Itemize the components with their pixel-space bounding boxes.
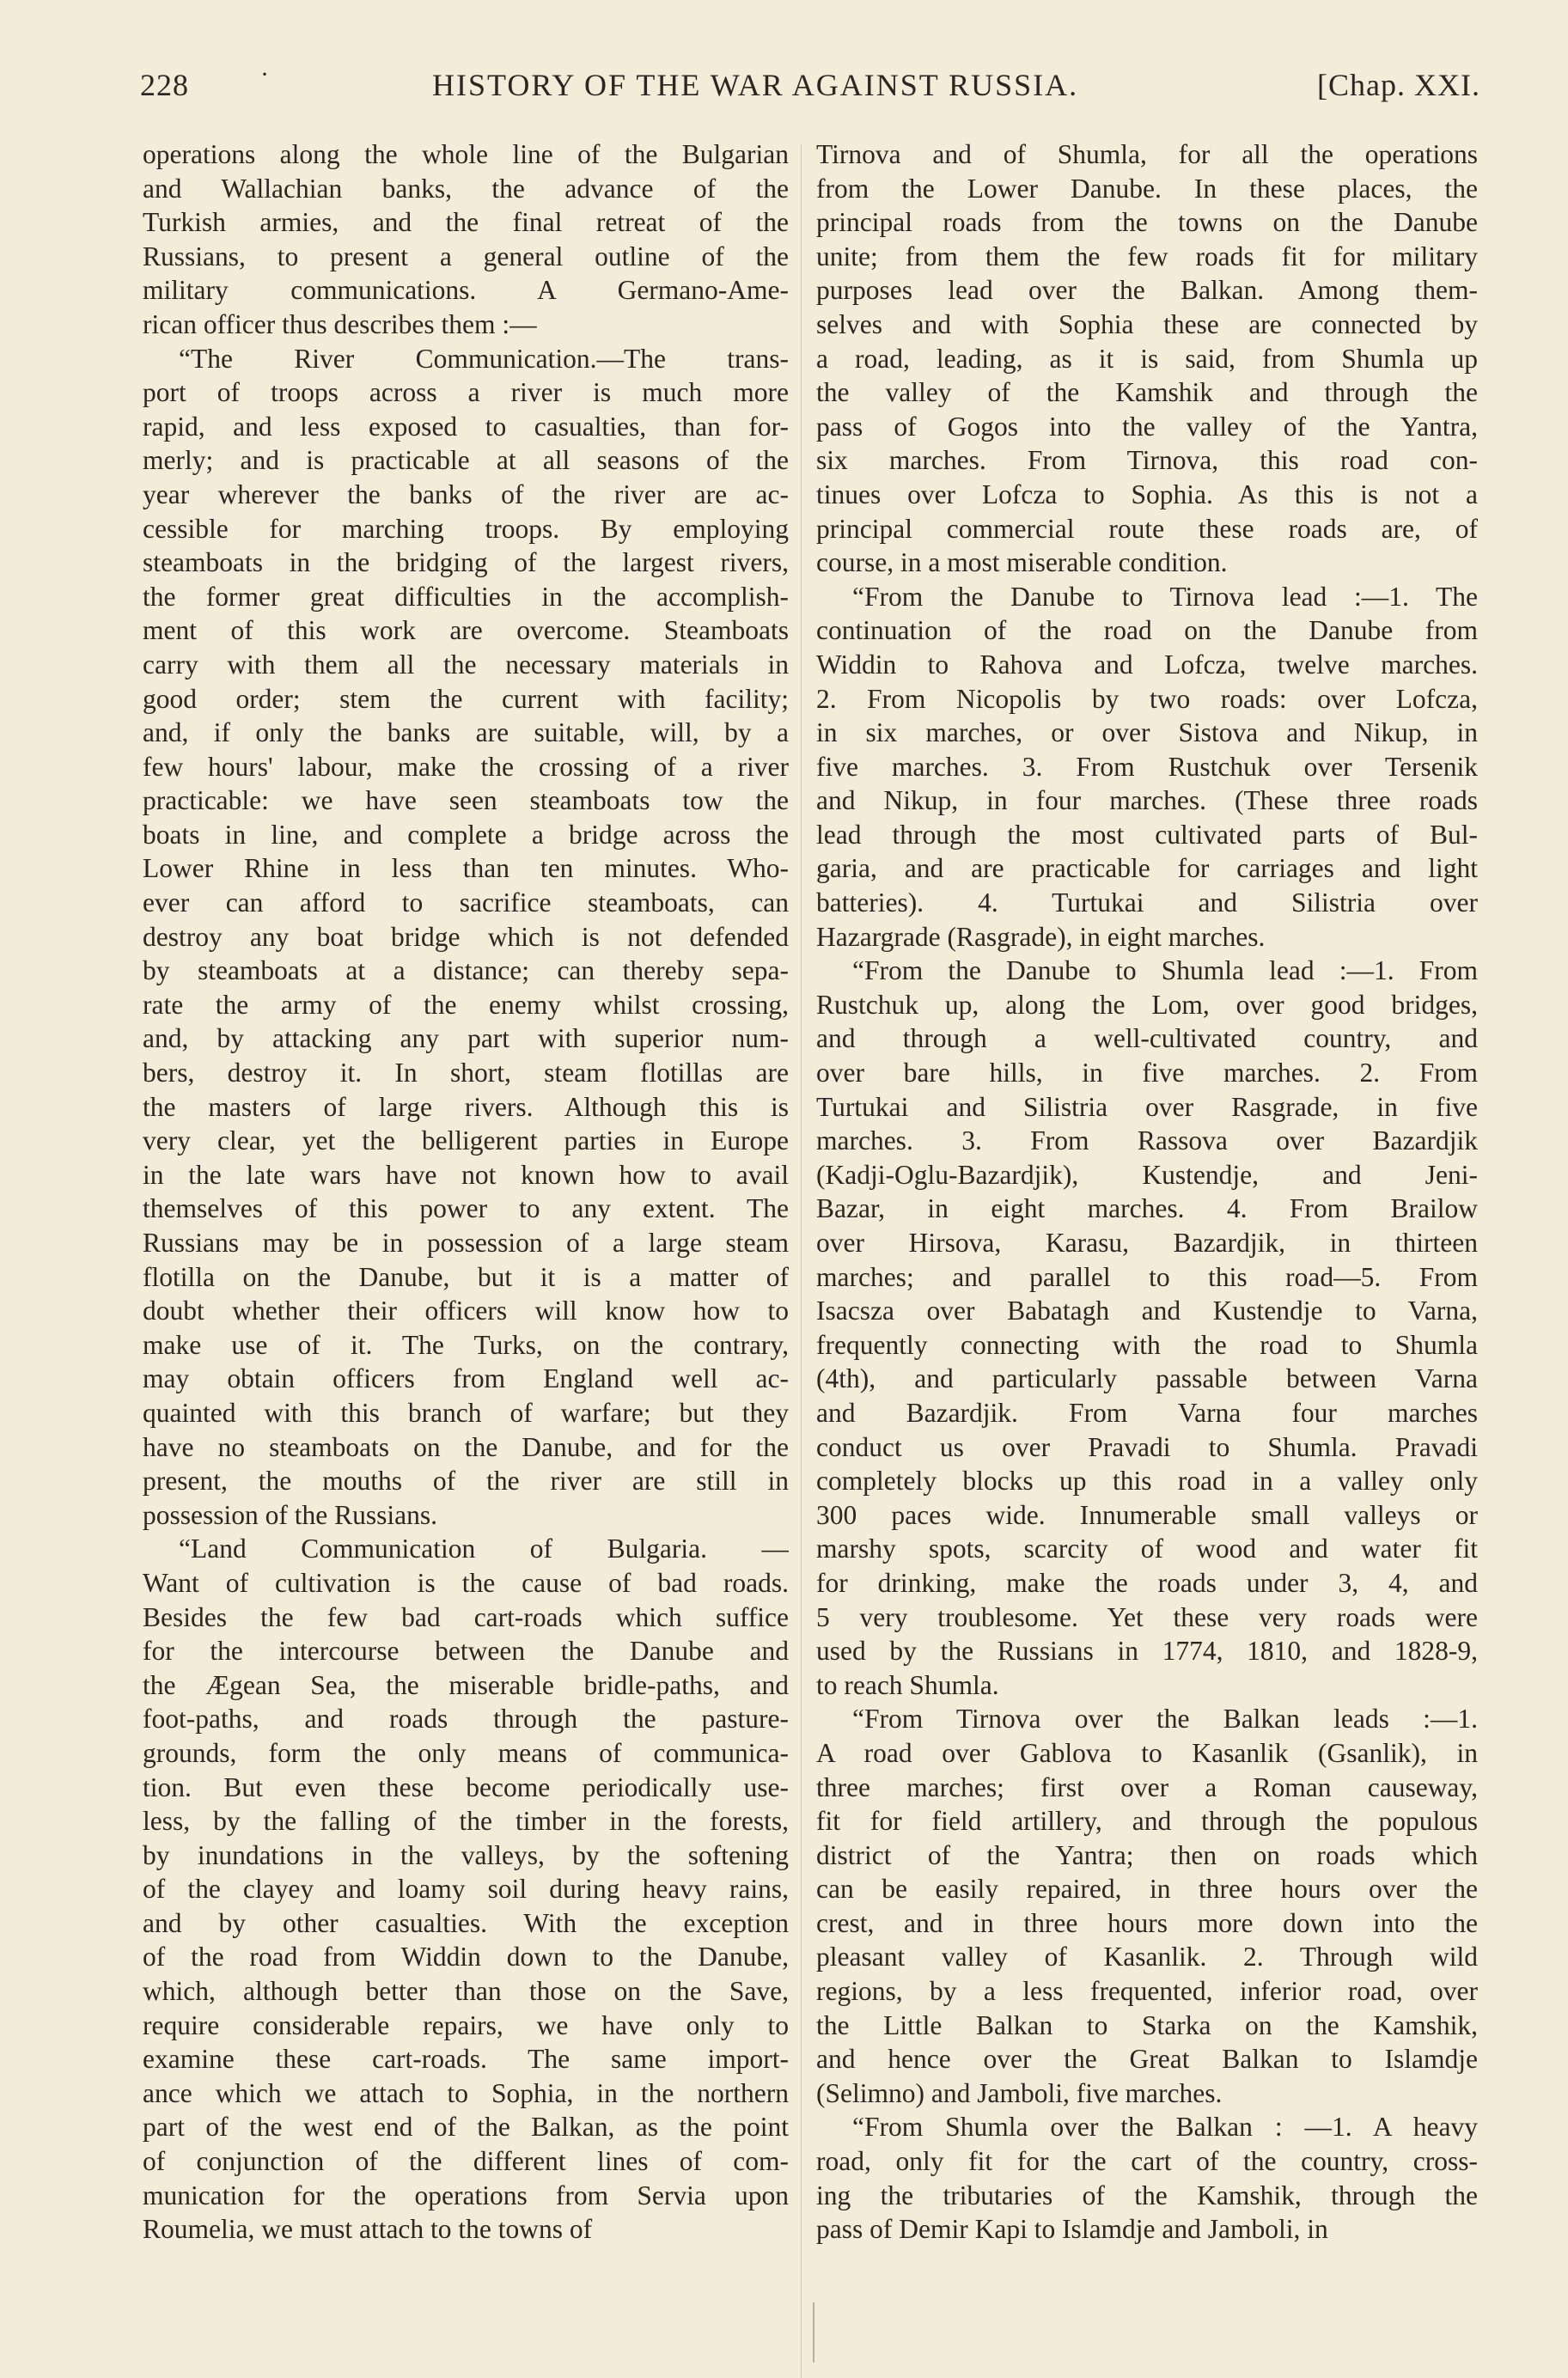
text-line: may obtain officers from England well ac-	[143, 1363, 789, 1394]
text-line: practicable: we have seen steamboats tow the	[143, 785, 789, 816]
text-line: rican officer thus describes them :—	[143, 308, 537, 339]
text-line: Turtukai and Silistria over Rasgrade, in five	[816, 1091, 1478, 1122]
text-line: “From Shumla over the Balkan : —1. A heavy	[852, 2112, 1478, 2143]
text-line: Widdin to Rahova and Lofcza, twelve marches.	[816, 649, 1478, 680]
text-line: cessible for marching troops. By employing	[143, 513, 789, 544]
text-line: year wherever the banks of the river are ac-	[143, 479, 789, 509]
text-line: pass of Gogos into the valley of the Yantra,	[816, 411, 1478, 442]
text-line: the masters of large rivers. Although this is	[143, 1091, 789, 1122]
text-line: the valley of the Kamshik and through the	[816, 377, 1478, 408]
text-line: have no steamboats on the Danube, and for the	[143, 1431, 789, 1462]
text-line: possession of the Russians.	[143, 1499, 438, 1530]
text-line: Want of cultivation is the cause of bad roads.	[143, 1567, 789, 1598]
text-line: in six marches, or over Sistova and Nikup, in	[816, 717, 1478, 748]
text-line: steamboats in the bridging of the largest rivers,	[143, 547, 789, 578]
text-line: 5 very troublesome. Yet these very roads were	[816, 1601, 1478, 1632]
text-line: frequently connecting with the road to Shumla	[816, 1329, 1478, 1360]
text-line: carry with them all the necessary materials in	[143, 649, 789, 680]
text-line: of the clayey and loamy soil during heavy rains,	[143, 1874, 789, 1905]
text-line: “From the Danube to Shumla lead :—1. From	[852, 955, 1478, 986]
text-line: tinues over Lofcza to Sophia. As this is not a	[816, 479, 1478, 509]
text-line: “From Tirnova over the Balkan leads :—1.	[852, 1704, 1478, 1735]
margin-rule	[813, 2302, 815, 2363]
text-line: which, although better than those on the Save,	[143, 1976, 789, 2007]
text-line: the Ægean Sea, the miserable bridle-paths, and	[143, 1669, 789, 1700]
text-line: ance which we attach to Sophia, in the northern	[143, 2077, 789, 2108]
text-line: grounds, form the only means of communica-	[143, 1737, 789, 1768]
text-line: (4th), and particularly passable between Varna	[816, 1363, 1478, 1394]
text-line: themselves of this power to any extent. The	[143, 1193, 789, 1224]
text-line: boats in line, and complete a bridge across the	[143, 819, 789, 850]
text-line: from the Lower Danube. In these places, the	[816, 173, 1478, 204]
text-line: good order; stem the current with facility;	[143, 683, 789, 714]
running-title: HISTORY OF THE WAR AGAINST RUSSIA.	[432, 68, 1079, 102]
text-line: ever can afford to sacrifice steamboats, can	[143, 887, 789, 918]
text-line: make use of it. The Turks, on the contrary,	[143, 1329, 789, 1360]
text-line: batteries). 4. Turtukai and Silistria over	[816, 887, 1478, 918]
text-line: of conjunction of the different lines of com-	[143, 2146, 789, 2177]
left-column	[143, 137, 789, 2247]
text-line: few hours' labour, make the crossing of a river	[143, 751, 789, 782]
text-line: six marches. From Tirnova, this road con-	[816, 445, 1478, 476]
text-line: fit for field artillery, and through the populous	[816, 1806, 1478, 1837]
text-line: A road over Gablova to Kasanlik (Gsanlik), in	[816, 1737, 1478, 1768]
text-line: Lower Rhine in less than ten minutes. Who-	[143, 853, 789, 884]
text-line: merly; and is practicable at all seasons of the	[143, 445, 789, 476]
text-line: rate the army of the enemy whilst crossing,	[143, 989, 789, 1020]
text-line: and by other casualties. With the exception	[143, 1907, 789, 1938]
text-line: Isacsza over Babatagh and Kustendje to Varna,	[816, 1296, 1478, 1326]
text-line: and, by attacking any part with superior num-	[143, 1023, 789, 1054]
text-line: rapid, and less exposed to casualties, than for-	[143, 411, 789, 442]
text-line: principal commercial route these roads are, of	[816, 513, 1478, 544]
text-line: “Land Communication of Bulgaria. —	[179, 1534, 789, 1564]
text-line: Bazar, in eight marches. 4. From Brailow	[816, 1193, 1478, 1224]
text-line: and through a well-cultivated country, and	[816, 1023, 1478, 1054]
text-line: less, by the falling of the timber in the forests,	[143, 1806, 789, 1837]
text-line: conduct us over Pravadi to Shumla. Pravadi	[816, 1431, 1478, 1462]
text-line: and Nikup, in four marches. (These three roads	[816, 785, 1478, 816]
text-line: (Kadji-Oglu-Bazardjik), Kustendje, and Jeni-	[816, 1159, 1478, 1190]
text-line: 2. From Nicopolis by two roads: over Lofcza,	[816, 683, 1478, 714]
text-line: bers, destroy it. In short, steam flotillas are	[143, 1058, 789, 1088]
text-line: crest, and in three hours more down into the	[816, 1907, 1478, 1938]
text-line: road, only fit for the cart of the country, cross-	[816, 2146, 1478, 2177]
text-line: require considerable repairs, we have only to	[143, 2009, 789, 2040]
text-line: pass of Demir Kapi to Islamdje and Jamboli, in	[816, 2214, 1328, 2245]
text-line: to reach Shumla.	[816, 1669, 999, 1700]
text-line: district of the Yantra; then on roads which	[816, 1839, 1478, 1870]
text-line: part of the west end of the Balkan, as the point	[143, 2112, 789, 2143]
text-line: flotilla on the Danube, but it is a matter of	[143, 1261, 789, 1292]
text-line: Russians may be in possession of a large steam	[143, 1228, 789, 1258]
text-line: course, in a most miserable condition.	[816, 547, 1228, 578]
header-mark: ·	[260, 60, 270, 88]
text-line: examine these cart-roads. The same import-	[143, 2044, 789, 2075]
text-line: destroy any boat bridge which is not defended	[143, 921, 789, 952]
text-line: and hence over the Great Balkan to Islamdje	[816, 2044, 1478, 2075]
text-line: present, the mouths of the river are still in	[143, 1466, 789, 1497]
text-line: can be easily repaired, in three hours over the	[816, 1874, 1478, 1905]
text-line: ment of this work are overcome. Steamboats	[143, 615, 789, 646]
text-line: military communications. A Germano-Ame-	[143, 275, 789, 306]
text-line: five marches. 3. From Rustchuk over Tersenik	[816, 751, 1478, 782]
text-line: very clear, yet the belligerent parties in Europe	[143, 1125, 789, 1156]
text-line: completely blocks up this road in a valley only	[816, 1466, 1478, 1497]
chapter-label: [Chap. XXI.	[1317, 68, 1480, 102]
text-line: a road, leading, as it is said, from Shumla up	[816, 343, 1478, 374]
text-line: garia, and are practicable for carriages and light	[816, 853, 1478, 884]
right-column	[816, 137, 1478, 2247]
text-line: Besides the few bad cart-roads which suffice	[143, 1601, 789, 1632]
text-line: selves and with Sophia these are connected by	[816, 308, 1478, 339]
text-line: Hazargrade (Rasgrade), in eight marches.	[816, 921, 1266, 952]
text-line: and, if only the banks are suitable, will, by a	[143, 717, 789, 748]
text-line: marshy spots, scarcity of wood and water fit	[816, 1534, 1478, 1564]
text-line: quainted with this branch of warfare; but they	[143, 1397, 789, 1428]
text-line: foot-paths, and roads through the pasture-	[143, 1704, 789, 1735]
text-line: operations along the whole line of the Bulgarian	[143, 139, 789, 169]
text-line: “The River Communication.—The trans-	[179, 343, 789, 374]
text-line: munication for the operations from Servia upon	[143, 2180, 789, 2210]
text-line: the former great difficulties in the accomplish-	[143, 581, 789, 612]
text-line: Rustchuk up, along the Lom, over good bridges,	[816, 989, 1478, 1020]
text-line: marches; and parallel to this road—5. From	[816, 1261, 1478, 1292]
text-line: by steamboats at a distance; can thereby sepa-	[143, 955, 789, 986]
text-line: purposes lead over the Balkan. Among them-	[816, 275, 1478, 306]
text-line: over Hirsova, Karasu, Bazardjik, in thirteen	[816, 1228, 1478, 1258]
text-line: “From the Danube to Tirnova lead :—1. The	[852, 581, 1478, 612]
text-line: tion. But even these become periodically use-	[143, 1771, 789, 1802]
text-line: regions, by a less frequented, inferior road, over	[816, 1976, 1478, 2007]
text-line: port of troops across a river is much more	[143, 377, 789, 408]
text-line: used by the Russians in 1774, 1810, and 1828-9,	[816, 1636, 1478, 1667]
text-line: Russians, to present a general outline of the	[143, 241, 789, 271]
text-line: marches. 3. From Rassova over Bazardjik	[816, 1125, 1478, 1156]
text-line: lead through the most cultivated parts of Bul-	[816, 819, 1478, 850]
text-line: of the road from Widdin down to the Danube,	[143, 1942, 789, 1973]
text-line: Roumelia, we must attach to the towns of	[143, 2214, 593, 2245]
text-line: unite; from them the few roads fit for military	[816, 241, 1478, 271]
text-line: and Wallachian banks, the advance of the	[143, 173, 789, 204]
text-line: over bare hills, in five marches. 2. From	[816, 1058, 1478, 1088]
text-line: for the intercourse between the Danube and	[143, 1636, 789, 1667]
text-line: in the late wars have not known how to avail	[143, 1159, 789, 1190]
text-line: Turkish armies, and the final retreat of the	[143, 207, 789, 238]
running-header	[140, 60, 1480, 112]
text-line: the Little Balkan to Starka on the Kamshik,	[816, 2009, 1478, 2040]
text-line: and Bazardjik. From Varna four marches	[816, 1397, 1478, 1428]
text-line: (Selimno) and Jamboli, five marches.	[816, 2077, 1223, 2108]
text-line: principal roads from the towns on the Danube	[816, 207, 1478, 238]
page-number: 228	[140, 68, 189, 102]
text-line: 300 paces wide. Innumerable small valleys or	[816, 1499, 1478, 1530]
text-line: pleasant valley of Kasanlik. 2. Through wild	[816, 1942, 1478, 1973]
column-divider	[801, 144, 802, 2378]
text-line: doubt whether their officers will know how to	[143, 1296, 789, 1326]
text-line: continuation of the road on the Danube from	[816, 615, 1478, 646]
text-line: three marches; first over a Roman causeway,	[816, 1771, 1478, 1802]
text-line: Tirnova and of Shumla, for all the operations	[816, 139, 1478, 169]
text-line: for drinking, make the roads under 3, 4, and	[816, 1567, 1478, 1598]
text-line: ing the tributaries of the Kamshik, through the	[816, 2180, 1478, 2210]
text-line: by inundations in the valleys, by the softening	[143, 1839, 789, 1870]
